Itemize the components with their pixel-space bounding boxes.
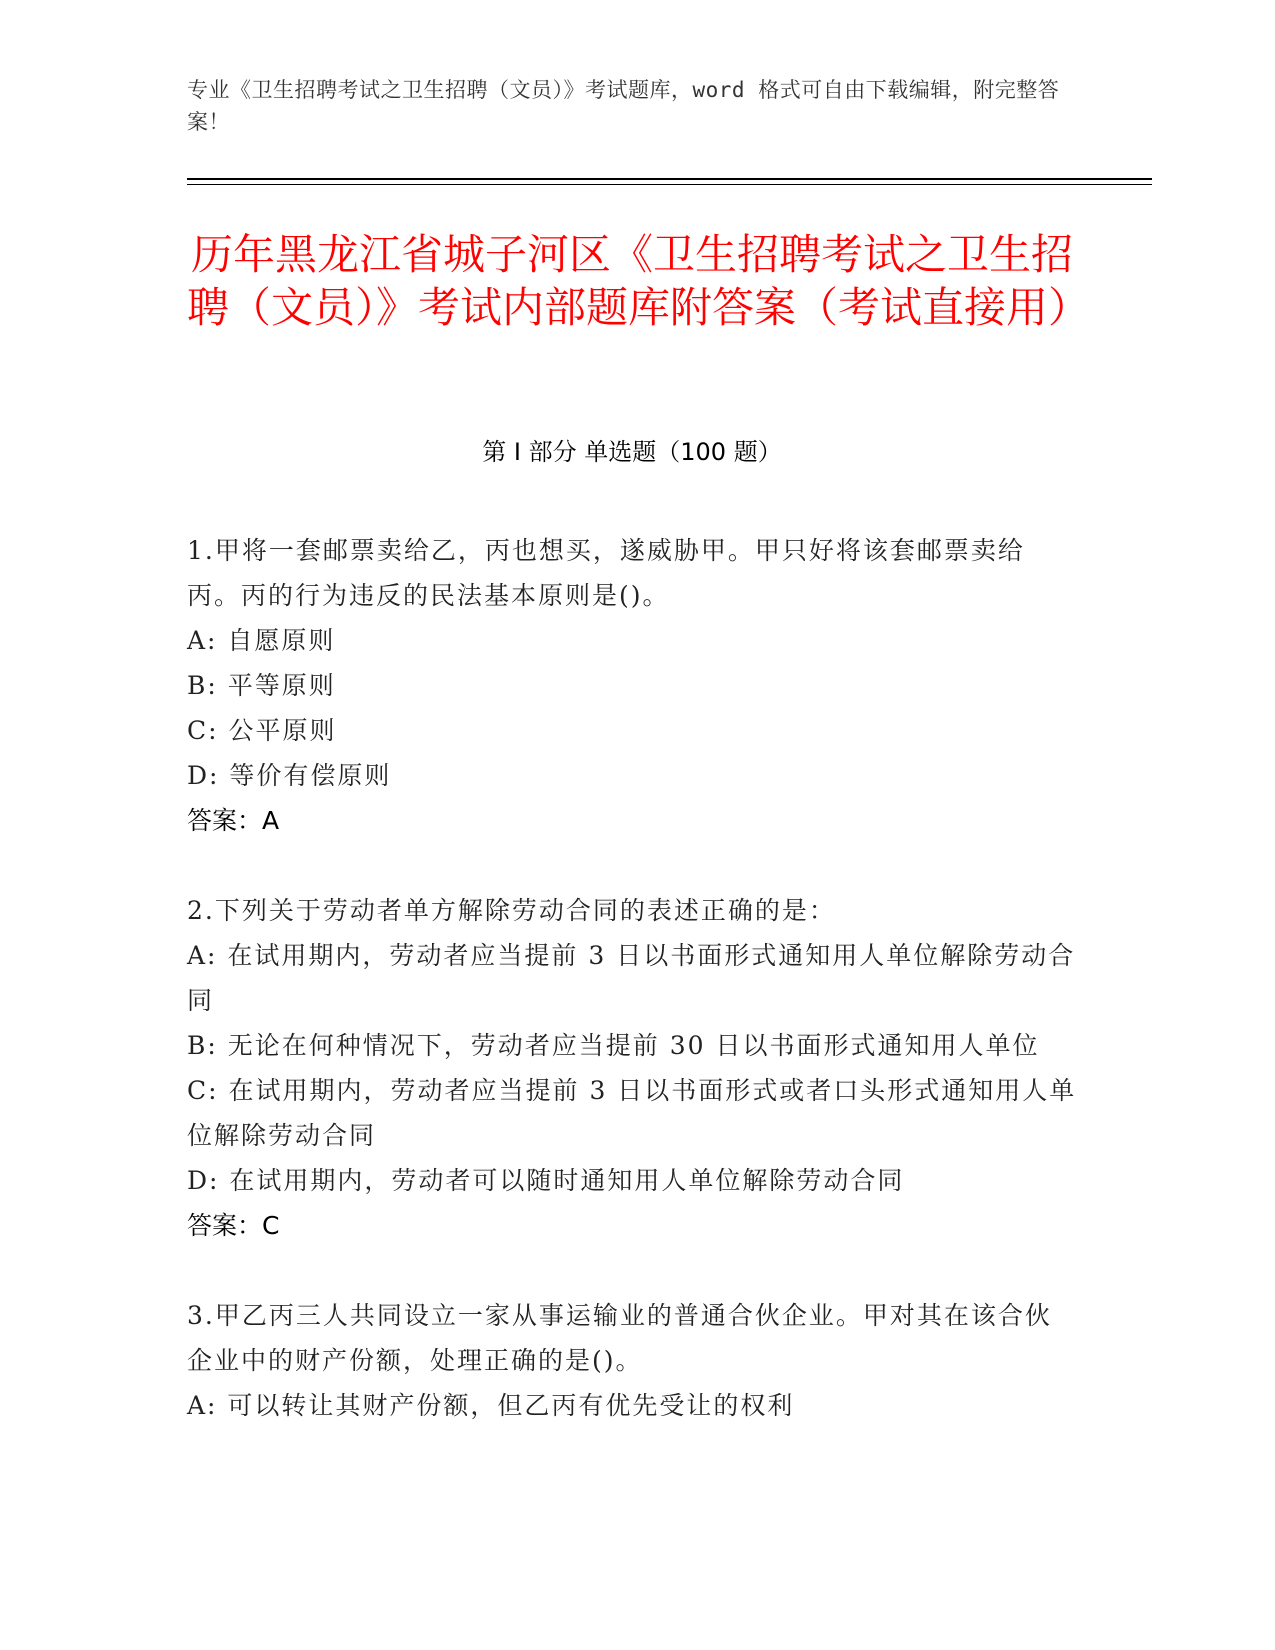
question-item: [187, 888, 1077, 1248]
option-b: B: 平等原则: [187, 671, 336, 700]
question-item: [187, 528, 1077, 843]
option-c: C: 在试用期内，劳动者应当提前 3 日以书面形式或者口头形式通知用人单位解除劳动合同: [187, 1076, 1077, 1150]
option-d: D: 等价有偿原则: [187, 761, 392, 790]
option-a: A: 可以转让其财产份额，但乙丙有优先受让的权利: [187, 1391, 795, 1420]
question-stem: 1.甲将一套邮票卖给乙，丙也想买，遂威胁甲。甲只好将该套邮票卖给丙。丙的行为违反的民法基本原则是()。: [187, 536, 1025, 610]
option-b: B: 无论在何种情况下，劳动者应当提前 30 日以书面形式通知用人单位: [187, 1031, 1040, 1060]
option-c: C: 公平原则: [187, 716, 337, 745]
answer-label: 答案：C: [187, 1211, 280, 1240]
document-title: 历年黑龙江省城子河区《卫生招聘考试之卫生招聘（文员）》考试内部题库附答案（考试直接用）: [187, 230, 1091, 332]
header-rule-thick: [187, 178, 1152, 180]
question-stem: 3.甲乙丙三人共同设立一家从事运输业的普通合伙企业。甲对其在该合伙企业中的财产份额，处理正确的是()。: [187, 1301, 1052, 1375]
answer-label: 答案：A: [187, 806, 280, 835]
option-a: A: 在试用期内，劳动者应当提前 3 日以书面形式通知用人单位解除劳动合同: [187, 941, 1076, 1015]
header-note: 专业《卫生招聘考试之卫生招聘（文员）》考试题库，word 格式可自由下载编辑，附完整答案！: [187, 78, 1060, 134]
option-d: D: 在试用期内，劳动者可以随时通知用人单位解除劳动合同: [187, 1166, 905, 1195]
question-item: [187, 1293, 1077, 1428]
option-a: A: 自愿原则: [187, 626, 336, 655]
question-stem: 2.下列关于劳动者单方解除劳动合同的表述正确的是：: [187, 896, 836, 925]
header-rule-thin: [187, 184, 1152, 185]
question-list: [187, 528, 1077, 1473]
section-title: 第 I 部分 单选题（100 题）: [482, 438, 782, 466]
